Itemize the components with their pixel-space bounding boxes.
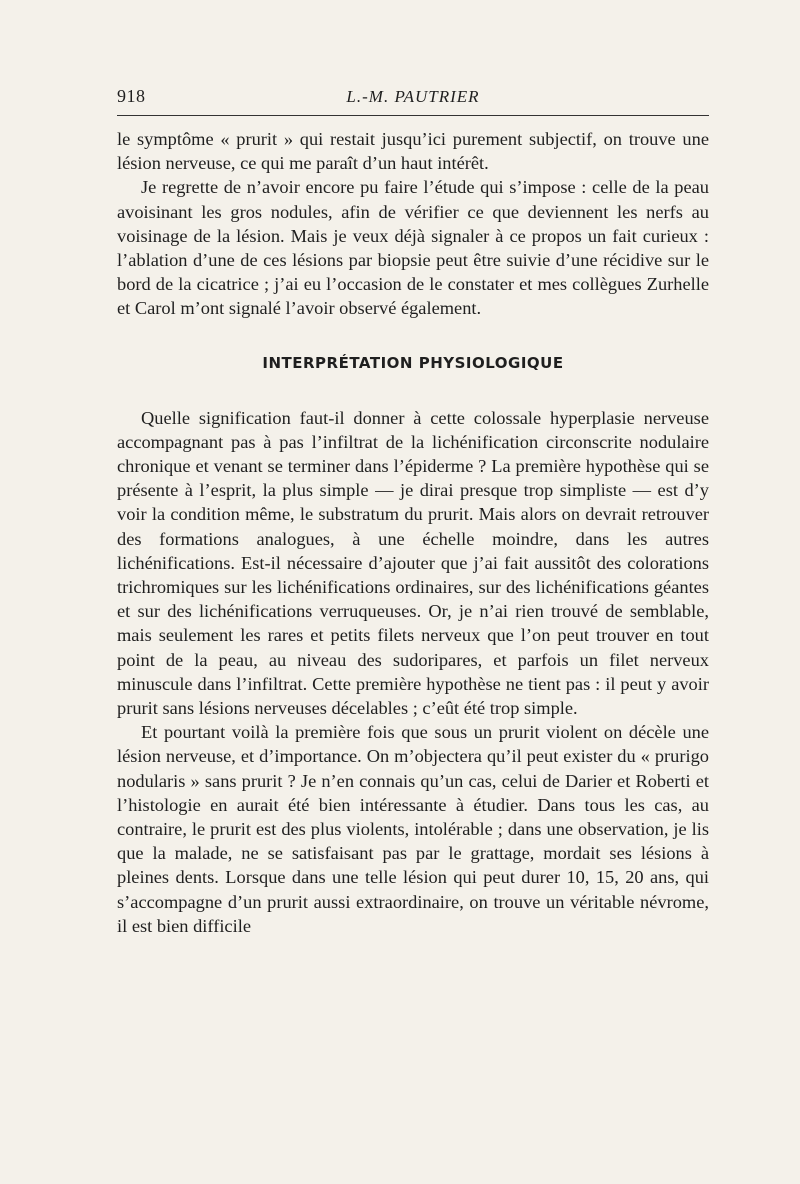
paragraph-neuroma: Et pourtant voilà la première fois que sous un prurit violent on décèle une lésion nerveuse, et d’importance. On m’objectera qu’il peut exister du « prurigo nodularis » sans prurit ? Je n’en connais qu’un cas, celui de Darier et Roberti et l’histologie en aurait été bien intéressante à étudier. Dans tous les cas, au contraire, le prurit est des plus violents, intolérable ; dans une observation, je lis que la malade, ne se satisfaisant pas par le grattage, mordait ses lésions à pleines dents. Lorsque dans une telle lésion qui peut durer 10, 15, 20 ans, qui s’accompagne d’un prurit aussi extraordinaire, on trouve un véritable névrome, il est bien difficile bbox=[117, 722, 709, 936]
running-head: L.-M. PAUTRIER bbox=[346, 87, 480, 106]
page-number: 918 bbox=[117, 86, 146, 106]
body-text bbox=[117, 127, 709, 938]
header-rule bbox=[117, 115, 709, 116]
section-heading: INTERPRÉTATION PHYSIOLOGIQUE bbox=[262, 353, 564, 372]
page-header bbox=[117, 86, 709, 110]
paragraph-biopsy: Je regrette de n’avoir encore pu faire l’étude qui s’impose : celle de la peau avoisinant les gros nodules, afin de vérifier ce que deviennent les nerfs au voisinage de la lésion. Mais je veux déjà signaler à ce propos un fait curieux : l’ablation d’une de ces lésions par biopsie peut être suivie d’une récidive sur le bord de la cicatrice ; j’ai eu l’occasion de le constater et mes collègues Zurhelle et Carol m’ont signalé l’avoir observé également. bbox=[117, 177, 709, 319]
paragraph-continued: le symptôme « prurit » qui restait jusqu’ici purement subjectif, on trouve une lésion nerveuse, ce qui me paraît d’un haut intérêt. bbox=[117, 129, 709, 174]
paragraph-hypothesis: Quelle signification faut-il donner à cette colossale hyperplasie nerveuse accompagnant pas à pas l’infiltrat de la lichénification circonscrite nodulaire chronique et venant se terminer dans l’épiderme ? La première hypothèse qui se présente à l’esprit, la plus simple — je dirai presque trop simpliste — est d’y voir la condition même, le substratum du prurit. Mais alors on devrait retrouver des formations analogues, à une échelle moindre, dans les autres lichénifications. Est-il nécessaire d’ajouter que j’ai fait aussitôt des colorations trichromiques sur les lichénifications ordinaires, sur des lichénifications géantes et sur des lichénifications verruqueuses. Or, je n’ai rien trouvé de semblable, mais seulement les rares et petits filets nerveux que l’on peut trouver en tout point de la peau, au niveau des sudoripares, et parfois un filet nerveux minuscule dans l’infiltrat. Cette première hypothèse ne tient pas : il peut y avoir prurit sans lésions nerveuses décelables ; c’eût été trop simple. bbox=[117, 407, 709, 719]
